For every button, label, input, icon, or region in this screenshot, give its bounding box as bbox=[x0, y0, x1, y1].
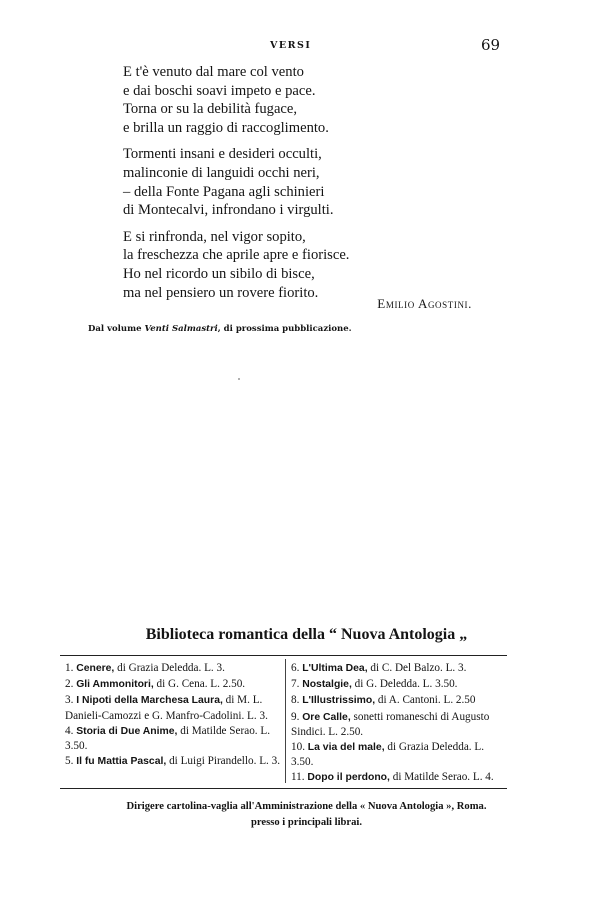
verse-line: E t'è venuto dal mare col vento bbox=[123, 64, 304, 80]
verse-line: Torna or su la debilità fugace, bbox=[123, 101, 298, 118]
order-instructions bbox=[0, 799, 613, 831]
column-divider bbox=[285, 659, 286, 783]
verse-line: Tormenti insani e desideri occulti, bbox=[123, 146, 322, 163]
catalog-right-column bbox=[291, 661, 505, 787]
verse-line: Ho nel ricordo un sibilo di bisce, bbox=[123, 265, 315, 282]
catalog-entry: 4. Storia di Due Anime, di Matilde Serao. L. 3.50. bbox=[65, 724, 271, 753]
poem bbox=[123, 63, 453, 310]
stanza-1 bbox=[123, 63, 453, 137]
verse-line: la freschezza che aprile apre e fiorisce. bbox=[123, 247, 350, 264]
page-number: 69 bbox=[481, 36, 501, 54]
catalog-entry: 1. Cenere, di Grazia Deledda. L. 3. bbox=[65, 662, 225, 674]
catalog-entry: 3. I Nipoti della Marchesa Laura, di M. L. Danieli-Camozzi e G. Manfro-Cadolini. L. 3. bbox=[65, 694, 268, 722]
catalog-entry: 7. Nostalgie, di G. Deledda. L. 3.50. bbox=[291, 678, 458, 691]
stanza-2 bbox=[123, 145, 453, 219]
biblioteca-title: Biblioteca romantica della “ Nuova Antologia „ bbox=[145, 626, 468, 643]
catalog-entry: 2. Gli Ammonitori, di G. Cena. L. 2.50. bbox=[65, 678, 246, 691]
catalog-entry: 9. Ore Calle, sonetti romaneschi di Augusto Sindici. L. 2.50. bbox=[291, 710, 490, 738]
catalog-left-column bbox=[65, 661, 280, 770]
source-title: Venti Salmastri bbox=[144, 324, 218, 334]
stanza-3 bbox=[123, 228, 453, 302]
order-line-1: Dirigere cartolina-vaglia all'Amministrazione della « Nuova Antologia », Roma. bbox=[126, 801, 487, 812]
catalog-entry: 6. L'Ultima Dea, di C. Del Balzo. L. 3. bbox=[291, 662, 467, 674]
catalog-entry: 8. L'Illustrissimo, di A. Cantoni. L. 2.50 bbox=[291, 694, 476, 707]
catalog-entry: 10. La via del male, di Grazia Deledda. L. 3.50. bbox=[291, 741, 485, 769]
verse-line: e brilla un raggio di raccoglimento. bbox=[123, 119, 329, 136]
catalog-entry: 11. Dopo il perdono, di Matilde Serao. L. 4. bbox=[291, 771, 494, 784]
catalog-top-rule bbox=[60, 655, 507, 656]
verse-line: di Montecalvi, infrondano i virgulti. bbox=[123, 202, 334, 219]
verse-line: e dai boschi soavi impeto e pace. bbox=[123, 82, 316, 99]
source-note bbox=[88, 324, 352, 334]
verse-line: malinconie di languidi occhi neri, bbox=[123, 164, 320, 181]
catalog-bottom-rule bbox=[60, 788, 507, 789]
order-line-2: presso i principali librai. bbox=[250, 817, 363, 828]
author-signature: Emilio Agostini. bbox=[377, 296, 472, 311]
verse-line: E si rinfronda, nel vigor sopito, bbox=[123, 228, 306, 245]
verse-line: – della Fonte Pagana agli schinieri bbox=[123, 183, 325, 200]
print-speck bbox=[238, 378, 240, 380]
source-suffix: , di prossima pubblicazione. bbox=[217, 324, 352, 334]
source-prefix: Dal volume bbox=[88, 324, 145, 334]
running-head: VERSI bbox=[270, 40, 312, 51]
catalog-entry: 5. Il fu Mattia Pascal, di Luigi Pirandello. L. 3. bbox=[65, 755, 281, 768]
verse-line: ma nel pensiero un rovere fiorito. bbox=[123, 284, 319, 301]
